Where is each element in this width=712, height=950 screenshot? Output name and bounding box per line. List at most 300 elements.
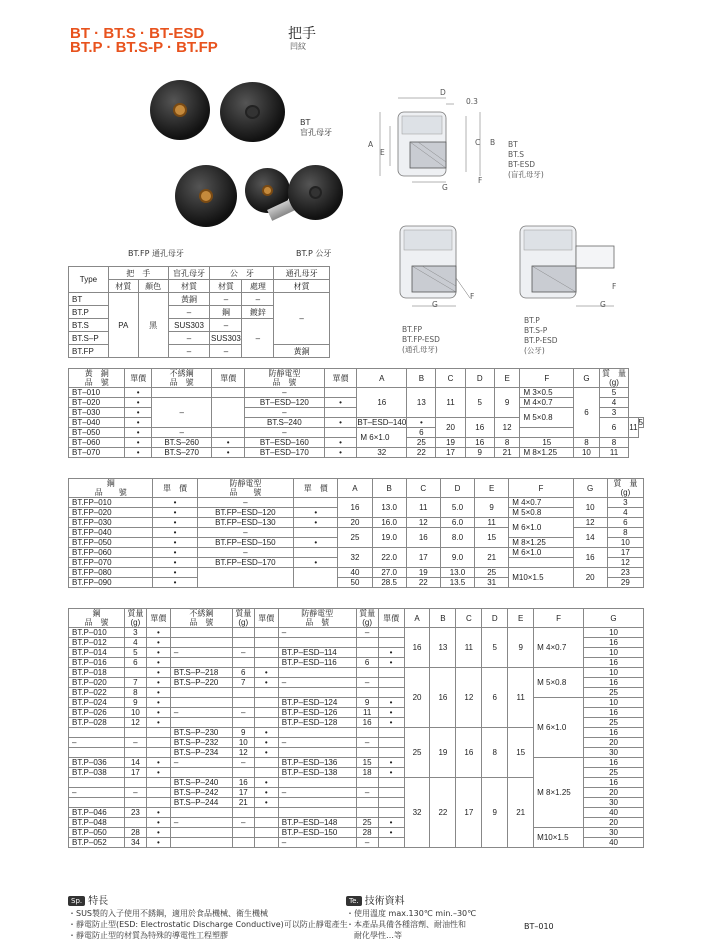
column-header: 質量 (g) xyxy=(356,609,378,628)
weight-esd xyxy=(356,728,378,738)
dim-c: 11 xyxy=(436,388,465,418)
cell: – xyxy=(210,345,242,358)
weight: 3 xyxy=(599,408,628,418)
weight: 6 xyxy=(407,428,436,438)
dim-g: 10 xyxy=(584,698,644,708)
part-number-ss xyxy=(170,658,232,668)
dim-c: 22 xyxy=(406,578,440,588)
dim-g: 25 xyxy=(584,688,644,698)
part-number-steel: BT.FP–050 xyxy=(69,538,153,548)
price-dot: • xyxy=(146,658,170,668)
price-dot: • xyxy=(125,438,152,448)
part-number-esd: BT–ESD–140 xyxy=(357,418,407,427)
dim-g: 25 xyxy=(584,768,644,778)
weight: 8 xyxy=(607,528,643,538)
dim-a: 25 xyxy=(407,438,436,448)
weight-ss xyxy=(232,718,254,728)
cell: – xyxy=(168,345,210,358)
part-number-esd: BT.P–ESD–114 xyxy=(278,648,356,658)
thread-f: M 4×0.7 xyxy=(534,628,584,668)
price-dot xyxy=(254,698,278,708)
dim-g: 25 xyxy=(584,718,644,728)
drawing-label-bt: BT BT.S BT-ESD (盲孔母牙) xyxy=(508,140,544,179)
part-number-ss: BT.S–P–240 xyxy=(170,778,232,788)
price-dot: • xyxy=(378,658,404,668)
part-number-ss: – xyxy=(170,648,232,658)
dim-a: 16 xyxy=(338,498,372,518)
part-number-esd xyxy=(278,668,356,678)
part-number-ss: – xyxy=(151,398,211,428)
drawing-btfp-through xyxy=(392,222,492,312)
drawing-label-btfp: BT.FP BT.FP-ESD (通孔母牙) xyxy=(402,325,440,354)
part-number-ss xyxy=(170,838,232,848)
type-cell: BT xyxy=(69,293,109,306)
cell: – xyxy=(242,319,274,358)
table-row xyxy=(69,758,644,768)
price-dot: • xyxy=(146,808,170,818)
dim-g: 20 xyxy=(573,568,607,588)
part-number-steel xyxy=(69,778,125,788)
part-number-esd: – xyxy=(278,838,356,848)
price-dot: • xyxy=(153,578,197,588)
price-dot xyxy=(378,778,404,788)
thread-f: M 8×1.25 xyxy=(534,758,584,828)
table-row xyxy=(69,568,644,578)
price-dot: • xyxy=(146,828,170,838)
price-dot xyxy=(378,738,404,748)
dim-g: 14 xyxy=(573,528,607,548)
column-header: 質量 (g) xyxy=(124,609,146,628)
dim-g: 16 xyxy=(584,778,644,788)
table-btp xyxy=(68,608,644,848)
column-header: 防靜電型 品 號 xyxy=(245,369,325,388)
part-number-brass: BT–020 xyxy=(69,398,125,408)
price-dot: • xyxy=(146,698,170,708)
price-dot xyxy=(254,818,278,828)
price-dot: • xyxy=(254,668,278,678)
price-dot: • xyxy=(212,448,245,458)
price-dot: • xyxy=(153,518,197,528)
column-header: E xyxy=(508,609,534,628)
dim-g: 16 xyxy=(573,548,607,568)
weight-esd xyxy=(356,778,378,788)
dim-a: 25 xyxy=(404,728,430,778)
part-number-steel: BT.FP–040 xyxy=(69,528,153,538)
part-number-esd: BT.P–ESD–128 xyxy=(278,718,356,728)
weight-esd: 6 xyxy=(356,658,378,668)
column-header: B xyxy=(407,369,436,388)
part-number-ss: – xyxy=(151,428,211,438)
weight-ss: – xyxy=(232,758,254,768)
weight-ss xyxy=(232,638,254,648)
dim-g: 10 xyxy=(574,448,600,458)
part-number-brass: BT–050 xyxy=(69,428,125,438)
price-dot: • xyxy=(324,448,357,458)
part-number-esd: BT.FP–ESD–120 xyxy=(197,508,294,518)
column-header: 黃 銅 品 號 xyxy=(69,369,125,388)
price-dot: • xyxy=(153,528,197,538)
thread-f: M 3×0.5 xyxy=(520,388,574,398)
features-heading xyxy=(68,892,108,907)
dim-a: 32 xyxy=(357,448,407,458)
weight-ss: 17 xyxy=(232,788,254,798)
price-dot xyxy=(294,548,338,558)
column-header: 防靜電型 品 號 xyxy=(278,609,356,628)
sub-header: 材質 xyxy=(168,280,210,293)
table-header-row xyxy=(69,609,644,628)
price-dot xyxy=(254,838,278,848)
tech-title: 技術資料 xyxy=(364,896,405,907)
dim-label-g-3: G xyxy=(600,300,606,309)
part-number-ss: – xyxy=(170,818,232,828)
dim-d: 9 xyxy=(465,448,494,458)
part-number-esd: BT.FP–ESD–130 xyxy=(197,518,294,528)
column-header: 單 價 xyxy=(294,479,338,498)
dim-c: 17 xyxy=(406,548,440,568)
dim-d: 6 xyxy=(599,418,628,438)
weight-esd xyxy=(356,808,378,818)
weight-esd: – xyxy=(356,628,378,638)
dim-label-f-3: F xyxy=(612,282,617,291)
part-number-ss xyxy=(170,828,232,838)
weight-esd: 15 xyxy=(356,758,378,768)
part-number-ss xyxy=(170,688,232,698)
part-number-ss: BT.S–240 xyxy=(245,418,325,428)
part-number-ss: BT.S–P–242 xyxy=(170,788,232,798)
dim-a: 50 xyxy=(338,578,372,588)
dim-e: 15 xyxy=(508,728,534,778)
dim-g: 10 xyxy=(584,668,644,678)
price-dot xyxy=(324,428,357,438)
weight-esd xyxy=(356,748,378,758)
dim-e: 15 xyxy=(475,528,509,548)
weight-steel: 6 xyxy=(124,658,146,668)
weight-steel: 8 xyxy=(124,688,146,698)
price-dot: • xyxy=(407,418,436,428)
price-dot: • xyxy=(146,838,170,848)
part-number-esd: – xyxy=(278,628,356,638)
part-number-steel: BT.P–048 xyxy=(69,818,125,828)
tech-heading xyxy=(346,892,405,907)
weight-ss: – xyxy=(232,648,254,658)
price-dot xyxy=(378,838,404,848)
weight: 29 xyxy=(607,578,643,588)
weight: 3 xyxy=(607,498,643,508)
dim-c: 16 xyxy=(406,528,440,548)
price-dot xyxy=(254,828,278,838)
price-dot xyxy=(146,778,170,788)
column-header: 單價 xyxy=(378,609,404,628)
part-number-brass: BT–060 xyxy=(69,438,125,448)
type-header: Type xyxy=(69,267,109,293)
weight-ss: – xyxy=(232,708,254,718)
price-dot: • xyxy=(254,728,278,738)
price-dot: • xyxy=(324,438,357,448)
column-header: E xyxy=(494,369,520,388)
part-number-brass: BT–030 xyxy=(69,408,125,418)
price-dot: • xyxy=(153,538,197,548)
weight-esd xyxy=(356,648,378,658)
thread-f: M 6×1.0 xyxy=(357,428,407,448)
weight: 17 xyxy=(607,548,643,558)
dim-e: 9 xyxy=(475,498,509,518)
part-number-steel: BT.FP–090 xyxy=(69,578,153,588)
part-number-steel: BT.P–026 xyxy=(69,708,125,718)
column-header: G xyxy=(584,609,644,628)
price-dot: • xyxy=(125,388,152,398)
dim-d: 8 xyxy=(482,728,508,778)
table-row xyxy=(69,668,644,678)
dim-c: 16 xyxy=(465,438,494,448)
dim-b: 13 xyxy=(407,388,436,418)
price-dot: • xyxy=(294,508,338,518)
weight: 23 xyxy=(607,568,643,578)
weight-esd: 16 xyxy=(356,718,378,728)
dim-c: 19 xyxy=(406,568,440,578)
weight-ss xyxy=(232,688,254,698)
weight-steel xyxy=(124,778,146,788)
weight-ss: 16 xyxy=(232,778,254,788)
thread-f: M10×1.5 xyxy=(509,568,573,588)
price-dot: • xyxy=(146,688,170,698)
price-dot xyxy=(378,688,404,698)
part-number-ss: BT.S–270 xyxy=(151,448,211,458)
weight-steel: 5 xyxy=(124,648,146,658)
price-dot xyxy=(254,718,278,728)
dim-a: 20 xyxy=(338,518,372,528)
table-row xyxy=(69,438,644,448)
dim-label-f: F xyxy=(478,176,483,185)
weight-ss xyxy=(232,828,254,838)
knob-photo-btfp xyxy=(175,165,237,227)
price-dot: • xyxy=(153,508,197,518)
material-table xyxy=(68,266,330,358)
title-series-line-1: BT · BT.S · BT-ESD xyxy=(70,25,205,42)
part-number-steel xyxy=(69,748,125,758)
table-header-row xyxy=(69,369,644,388)
price-dot xyxy=(294,498,338,508)
weight-esd xyxy=(356,668,378,678)
part-number-ss: BT.S–P–218 xyxy=(170,668,232,678)
dim-b: 13 xyxy=(430,628,456,668)
photo-caption-btp: BT.P 公牙 xyxy=(296,249,332,258)
dim-c: 17 xyxy=(436,448,465,458)
price-dot: • xyxy=(254,748,278,758)
dim-g: 30 xyxy=(584,798,644,808)
part-number-esd: – xyxy=(197,548,294,558)
price-dot xyxy=(212,388,245,398)
table-header-row xyxy=(69,479,644,498)
price-dot: • xyxy=(125,398,152,408)
weight-steel: 23 xyxy=(124,808,146,818)
page-code: BT–010 xyxy=(524,922,554,931)
price-dot: • xyxy=(125,418,152,428)
dim-a: 16 xyxy=(357,388,407,418)
dim-d: 9 xyxy=(482,778,508,848)
thread-f: M 5×0.8 xyxy=(534,668,584,698)
price-dot: • xyxy=(153,548,197,558)
weight-esd: – xyxy=(356,838,378,848)
part-number-esd: BT.P–ESD–148 xyxy=(278,818,356,828)
table-row xyxy=(69,398,644,408)
dim-g: 20 xyxy=(584,788,644,798)
column-header: 鋼 品 號 xyxy=(69,609,125,628)
dim-a: 25 xyxy=(338,528,372,548)
weight: 4 xyxy=(599,398,628,408)
price-dot xyxy=(378,798,404,808)
price-dot xyxy=(324,388,357,398)
cell: – xyxy=(274,293,330,345)
column-header: A xyxy=(404,609,430,628)
price-dot xyxy=(378,728,404,738)
dim-a: 32 xyxy=(338,548,372,568)
part-number-steel: BT.P–024 xyxy=(69,698,125,708)
dim-e: 9 xyxy=(494,388,520,418)
price-dot: • xyxy=(153,498,197,508)
sub-header: 材質 xyxy=(274,280,330,293)
tech-notes xyxy=(346,908,476,941)
table-row xyxy=(69,518,644,528)
part-number-brass: BT–040 xyxy=(69,418,125,428)
column-header: 質 量 (g) xyxy=(607,479,643,498)
thread-f xyxy=(509,558,573,568)
weight-steel: 3 xyxy=(124,628,146,638)
dim-c: 12 xyxy=(456,668,482,728)
weight-steel: 7 xyxy=(124,678,146,688)
weight-steel: 9 xyxy=(124,698,146,708)
part-number-ss: BT.S–P–232 xyxy=(170,738,232,748)
price-dot: • xyxy=(254,778,278,788)
dim-g: 16 xyxy=(584,678,644,688)
weight-ss: 9 xyxy=(232,728,254,738)
male-thread-header: 公 牙 xyxy=(210,267,274,280)
weight-esd: 25 xyxy=(356,818,378,828)
sub-header: 材質 xyxy=(210,280,242,293)
dim-c: 17 xyxy=(456,778,482,848)
thread-f: M 6×1.0 xyxy=(509,548,573,558)
part-number-esd: – xyxy=(245,388,325,398)
table-row xyxy=(69,698,644,708)
column-header: 質 量 (g) xyxy=(599,369,628,388)
price-dot xyxy=(212,428,245,438)
cell: – xyxy=(210,319,242,332)
dim-g: 16 xyxy=(584,758,644,768)
column-header: C xyxy=(406,479,440,498)
dim-g: 6 xyxy=(574,388,600,438)
cell: SUS303 xyxy=(168,319,210,332)
weight-steel xyxy=(124,818,146,828)
price-dot xyxy=(378,668,404,678)
page-title: 把手 xyxy=(288,26,316,42)
weight-steel: 10 xyxy=(124,708,146,718)
sub-header: 處理 xyxy=(242,280,274,293)
weight: 6 xyxy=(607,518,643,528)
part-number-esd: – xyxy=(278,788,356,798)
price-dot: • xyxy=(378,718,404,728)
cell: SUS303 xyxy=(211,333,241,343)
price-dot: • xyxy=(254,678,278,688)
column-header: 質量 (g) xyxy=(232,609,254,628)
dim-e: 25 xyxy=(475,568,509,578)
column-header: E xyxy=(475,479,509,498)
dim-b: 13.0 xyxy=(372,498,406,518)
price-dot xyxy=(146,798,170,808)
price-dot: • xyxy=(294,538,338,548)
price-dot xyxy=(146,728,170,738)
column-header: 單 價 xyxy=(153,479,197,498)
dim-e: 15 xyxy=(520,438,574,448)
weight-steel: – xyxy=(124,738,146,748)
features-title: 特長 xyxy=(88,896,109,907)
dim-label-b: B xyxy=(490,138,496,147)
sub-header: 顏色 xyxy=(138,280,168,293)
knob-photo-bt-top xyxy=(220,82,285,142)
type-cell: BT.S xyxy=(69,319,109,332)
weight-esd: 18 xyxy=(356,768,378,778)
column-header: G xyxy=(574,369,600,388)
column-header: 單價 xyxy=(146,609,170,628)
part-number-brass: BT–010 xyxy=(69,388,125,398)
table-row xyxy=(69,388,644,398)
thread-f: M 4×0.7 xyxy=(509,498,573,508)
dim-c: 11 xyxy=(406,498,440,518)
price-dot: • xyxy=(378,698,404,708)
weight-esd: 9 xyxy=(356,698,378,708)
table-row xyxy=(69,628,644,638)
price-dot: • xyxy=(324,398,357,408)
price-dot: • xyxy=(146,678,170,688)
drawing-btp-male xyxy=(514,222,634,312)
price-dot: • xyxy=(212,438,245,448)
part-number-brass: BT–070 xyxy=(69,448,125,458)
weight-esd xyxy=(356,638,378,648)
column-header: B xyxy=(430,609,456,628)
part-number-esd xyxy=(278,808,356,818)
weight-steel: 14 xyxy=(124,758,146,768)
price-dot: • xyxy=(378,828,404,838)
dim-c: 12 xyxy=(494,418,520,438)
price-dot xyxy=(294,528,338,538)
part-number-steel: BT.P–038 xyxy=(69,768,125,778)
part-number-esd xyxy=(278,798,356,808)
weight: 5 xyxy=(638,418,643,427)
table-bt xyxy=(68,368,644,458)
price-dot xyxy=(378,678,404,688)
price-dot: • xyxy=(294,518,338,528)
dim-g: 16 xyxy=(584,638,644,648)
price-dot xyxy=(146,788,170,798)
weight-ss: 6 xyxy=(232,668,254,678)
dim-g: 16 xyxy=(584,708,644,718)
price-dot xyxy=(254,768,278,778)
part-number-esd: BT.P–ESD–150 xyxy=(278,828,356,838)
column-header: C xyxy=(456,609,482,628)
dim-label-f-2: F xyxy=(470,292,475,301)
price-dot xyxy=(254,628,278,638)
sub-header: 材質 xyxy=(108,280,138,293)
weight-esd: 11 xyxy=(356,708,378,718)
column-header: F xyxy=(534,609,584,628)
weight-esd xyxy=(356,688,378,698)
price-dot: • xyxy=(146,648,170,658)
part-number-ss xyxy=(170,698,232,708)
dim-d: 5.0 xyxy=(440,498,474,518)
part-number-esd: – xyxy=(245,428,325,438)
dim-d: 6 xyxy=(482,668,508,728)
column-header: A xyxy=(338,479,372,498)
dim-e: 11 xyxy=(629,418,638,438)
weight-ss: 7 xyxy=(232,678,254,688)
